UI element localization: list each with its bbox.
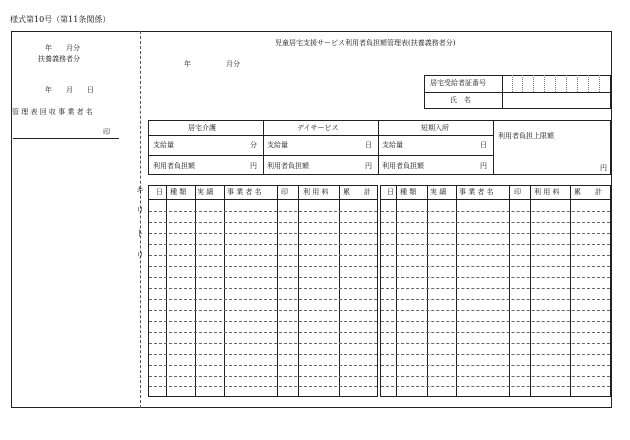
cutline-char: キ: [136, 186, 144, 195]
recipient-number-label: 居宅受給者証番号: [430, 79, 486, 87]
burden-unit: 円: [480, 162, 487, 170]
year-label: 年: [184, 60, 191, 68]
limit-unit: 円: [600, 164, 607, 172]
cut-separator: [140, 31, 141, 408]
col-fee: 利 用 料: [303, 188, 329, 196]
stub-date: 年 月 日: [45, 86, 94, 94]
col-total: 累 計: [574, 188, 602, 196]
col-seal: 印: [281, 188, 288, 196]
digit-cell[interactable]: [588, 75, 589, 92]
digit-cell[interactable]: [566, 75, 567, 92]
digit-cell[interactable]: [544, 75, 545, 92]
digit-cell[interactable]: [577, 75, 578, 92]
col-fee: 利 用 料: [534, 188, 560, 196]
digit-cell[interactable]: [533, 75, 534, 92]
supply-unit: 日: [480, 141, 487, 149]
stub-signature-line: [13, 138, 119, 139]
burden-unit: 円: [250, 162, 257, 170]
col-provider: 事 業 者 名: [227, 188, 262, 196]
col-actual: 実 績: [197, 188, 214, 196]
name-label: 氏 名: [450, 96, 471, 104]
digit-cell[interactable]: [555, 75, 556, 92]
service-name-short-stay: 短期入所: [421, 124, 449, 132]
col-provider: 事 業 者 名: [459, 188, 494, 196]
col-day: 日: [156, 188, 163, 196]
stub-guardian-label: 扶養義務者分: [38, 55, 80, 63]
supply-label: 支給量: [267, 141, 288, 149]
col-actual: 実 績: [430, 188, 447, 196]
col-total: 累 計: [343, 188, 371, 196]
burden-label: 利用者負担額: [267, 162, 309, 170]
digit-cell[interactable]: [512, 75, 513, 92]
record-table-left: [148, 185, 378, 397]
record-table-right: [380, 185, 611, 397]
col-seal: 印: [514, 188, 521, 196]
col-kind: 種 類: [400, 188, 417, 196]
month-label: 月分: [226, 60, 240, 68]
form-number: 様式第10号（第11条関係）: [10, 15, 111, 24]
limit-label: 利用者負担上限額: [498, 132, 554, 140]
service-name-home-care: 居宅介護: [188, 124, 216, 132]
supply-unit: 日: [365, 141, 372, 149]
service-name-day-service: デイサービス: [297, 124, 339, 132]
cutline-char: リ: [136, 206, 144, 215]
stub-seal: 印: [103, 128, 110, 136]
services-box: [148, 120, 611, 175]
burden-unit: 円: [365, 162, 372, 170]
col-kind: 種 類: [170, 188, 187, 196]
digit-cell[interactable]: [522, 75, 523, 92]
supply-unit: 分: [250, 141, 257, 149]
supply-label: 支給量: [382, 141, 403, 149]
burden-label: 利用者負担額: [382, 162, 424, 170]
digit-cell[interactable]: [599, 75, 600, 92]
col-day: 日: [387, 188, 394, 196]
stub-manager-label: 管 理 表 回 収 事 業 者 名: [12, 108, 93, 116]
supply-label: 支給量: [153, 141, 174, 149]
cutline-char: リ: [136, 251, 144, 260]
stub-year-month: 年 月分: [45, 44, 80, 52]
cutline-char: ト: [136, 229, 144, 238]
form-title: 児童居宅支援サービス利用者負担額管理表(扶養義務者分): [275, 39, 456, 47]
burden-label: 利用者負担額: [153, 162, 195, 170]
